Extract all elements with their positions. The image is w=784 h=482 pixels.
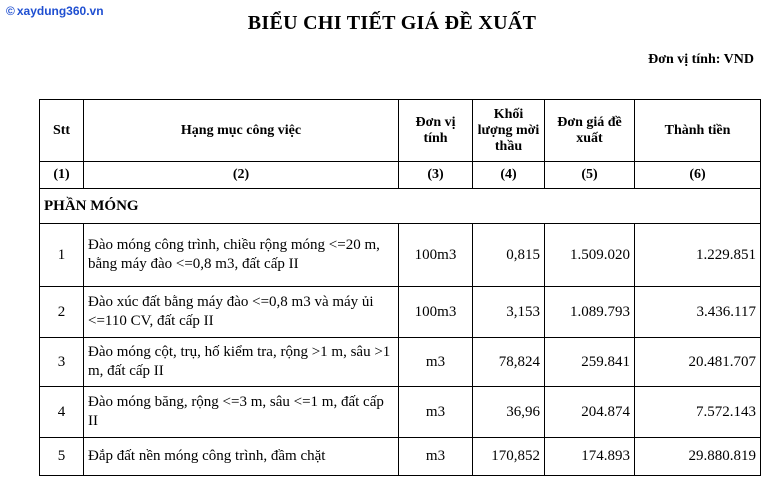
column-number: (6) — [635, 162, 761, 189]
column-number: (3) — [399, 162, 473, 189]
copyright-icon: © — [6, 4, 15, 18]
row-unit-price: 174.893 — [545, 438, 635, 476]
table-row — [40, 387, 761, 438]
row-total: 3.436.117 — [635, 287, 761, 338]
row-unit-price: 204.874 — [545, 387, 635, 438]
header-qty: Khối lượng mời thầu — [473, 100, 545, 162]
header-stt: Stt — [40, 100, 84, 162]
row-description: Đắp đất nền móng công trình, đầm chặt — [84, 438, 399, 476]
row-stt: 4 — [40, 387, 84, 438]
table-row — [40, 287, 761, 338]
row-total: 29.880.819 — [635, 438, 761, 476]
row-total: 20.481.707 — [635, 338, 761, 387]
header-price: Đơn giá đề xuất — [545, 100, 635, 162]
column-number: (1) — [40, 162, 84, 189]
row-quantity: 3,153 — [473, 287, 545, 338]
row-total: 7.572.143 — [635, 387, 761, 438]
row-description: Đào móng công trình, chiều rộng móng <=20 m, bằng máy đào <=0,8 m3, đất cấp II — [84, 224, 399, 287]
table-row — [40, 224, 761, 287]
row-description: Đào móng băng, rộng <=3 m, sâu <=1 m, đất cấp II — [84, 387, 399, 438]
document-title: BIỂU CHI TIẾT GIÁ ĐỀ XUẤT — [247, 12, 537, 34]
header-row — [40, 100, 761, 162]
row-quantity: 0,815 — [473, 224, 545, 287]
row-total: 1.229.851 — [635, 224, 761, 287]
table-row — [40, 338, 761, 387]
header-item: Hạng mục công việc — [84, 100, 399, 162]
row-description: Đào móng cột, trụ, hố kiểm tra, rộng >1 m, sâu >1 m, đất cấp II — [84, 338, 399, 387]
watermark-text: xaydung360.vn — [16, 4, 104, 18]
row-unit: 100m3 — [399, 224, 473, 287]
row-unit: m3 — [399, 387, 473, 438]
row-unit: 100m3 — [399, 287, 473, 338]
row-unit-price: 1.089.793 — [545, 287, 635, 338]
column-number: (4) — [473, 162, 545, 189]
row-unit-price: 259.841 — [545, 338, 635, 387]
row-stt: 1 — [40, 224, 84, 287]
column-number: (2) — [84, 162, 399, 189]
row-description: Đào xúc đất bằng máy đào <=0,8 m3 và máy ủi <=110 CV, đất cấp II — [84, 287, 399, 338]
row-stt: 3 — [40, 338, 84, 387]
row-stt: 2 — [40, 287, 84, 338]
row-quantity: 36,96 — [473, 387, 545, 438]
unit-note: Đơn vị tính: VND — [648, 52, 754, 67]
table-row — [40, 438, 761, 476]
row-quantity: 170,852 — [473, 438, 545, 476]
price-table — [39, 99, 761, 476]
column-number: (5) — [545, 162, 635, 189]
row-quantity: 78,824 — [473, 338, 545, 387]
column-number-row — [40, 162, 761, 189]
header-total: Thành tiền — [635, 100, 761, 162]
header-unit: Đơn vị tính — [399, 100, 473, 162]
section-title: PHẦN MÓNG — [40, 189, 761, 224]
row-unit: m3 — [399, 438, 473, 476]
row-stt: 5 — [40, 438, 84, 476]
section-row — [40, 189, 761, 224]
row-unit: m3 — [399, 338, 473, 387]
row-unit-price: 1.509.020 — [545, 224, 635, 287]
